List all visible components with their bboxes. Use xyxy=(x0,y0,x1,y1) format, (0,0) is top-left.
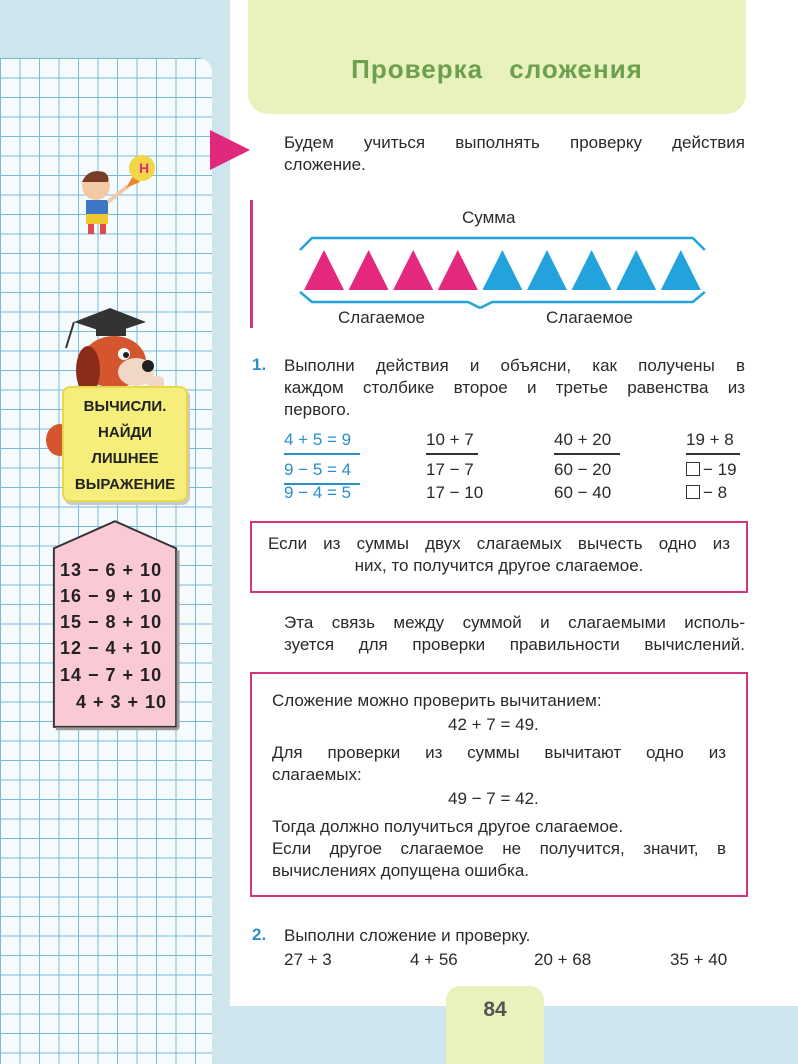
expr-3: 15 − 8 + 10 xyxy=(60,612,163,632)
pink-triangle xyxy=(438,250,478,290)
col4-eq2 xyxy=(686,460,737,480)
task-1-number: 1. xyxy=(252,355,267,374)
task-2-expr-3: 20 + 68 xyxy=(534,950,592,969)
rule-2-line-2b: слагаемых: xyxy=(272,765,362,784)
col1-eq3: 9 − 4 = 5 xyxy=(284,483,352,502)
task-sign-line-1: ВЫЧИСЛИ. xyxy=(83,398,167,415)
sum-label: Сумма xyxy=(462,208,516,227)
blank-square-icon xyxy=(686,485,700,499)
pink-triangle xyxy=(393,250,433,290)
rule-1-line-2: них, то получится другое слагаемое. xyxy=(354,556,644,575)
rule-2-line-3c: вычислениях допущена ошибка. xyxy=(272,861,530,880)
expr-5: 14 − 7 + 10 xyxy=(60,665,163,685)
col3-eq3: 60 − 40 xyxy=(554,483,612,502)
rule-2-eq-2: 49 − 7 = 42. xyxy=(448,789,539,808)
col2-eq2: 17 − 7 xyxy=(426,460,474,479)
task-sign-line-2: НАЙДИ xyxy=(98,424,152,441)
page-number: 84 xyxy=(483,998,507,1021)
pink-triangle xyxy=(349,250,389,290)
rule-2-line-3a: Тогда должно получиться другое слагаемое. xyxy=(272,817,624,836)
addend-right-brace xyxy=(480,292,705,308)
task-2-expr-2: 4 + 56 xyxy=(410,950,458,969)
expr-2: 16 − 9 + 10 xyxy=(60,586,163,606)
task-1-line-2: каждом столбике второе и третье равенства из xyxy=(284,378,745,397)
title-banner xyxy=(248,0,746,114)
blue-triangle xyxy=(661,250,701,290)
blue-triangle xyxy=(527,250,567,290)
expr-4: 12 − 4 + 10 xyxy=(60,638,163,658)
col4-eq1: 19 + 8 xyxy=(686,430,740,455)
task-sign xyxy=(62,386,188,502)
rule-1-line-1: Если из суммы двух слагаемых вычесть одно из xyxy=(268,534,730,553)
expr-1: 13 − 6 + 10 xyxy=(60,560,163,580)
col4-eq2-text: − 19 xyxy=(703,460,737,479)
task-2-text: Выполни сложение и проверку. xyxy=(284,926,531,945)
page-title: Проверка сложения xyxy=(351,54,643,84)
col1-eq1: 4 + 5 = 9 xyxy=(284,430,360,455)
rule-box-1 xyxy=(250,521,748,593)
page-number-tab xyxy=(446,986,544,1064)
task-sign-line-4: ВЫРАЖЕНИЕ xyxy=(74,476,176,493)
expr-6: 4 + 3 + 10 xyxy=(76,692,168,712)
diagram-side-bar xyxy=(250,200,253,328)
arrow-marker-icon xyxy=(210,128,250,172)
rule-2-eq-1: 42 + 7 = 49. xyxy=(448,715,539,734)
connection-line-2: зуется для проверки правильности вычислений. xyxy=(284,635,745,654)
col1-eq2: 9 − 5 = 4 xyxy=(284,460,360,485)
col4-eq3 xyxy=(686,483,727,503)
task-2-number: 2. xyxy=(252,925,267,944)
col2-eq3: 17 − 10 xyxy=(426,483,484,502)
task-1-line-1: Выполни действия и объясни, как получены в xyxy=(284,356,745,375)
addition-diagram xyxy=(290,232,710,310)
addend-left-brace xyxy=(300,292,480,308)
badge-letter: Н xyxy=(138,160,150,176)
intro-line-2: сложение. xyxy=(284,155,366,174)
addend-left-label: Слагаемое xyxy=(338,308,425,327)
sum-brace xyxy=(300,238,705,250)
connection-line-1: Эта связь между суммой и слагаемыми исполь- xyxy=(284,613,745,632)
pink-triangle xyxy=(304,250,344,290)
col3-eq1: 40 + 20 xyxy=(554,430,620,455)
col2-eq1: 10 + 7 xyxy=(426,430,478,455)
task-2-expr-4: 35 + 40 xyxy=(670,950,728,969)
task-2-expr-1: 27 + 3 xyxy=(284,950,332,969)
rule-2-line-1: Сложение можно проверить вычитанием: xyxy=(272,691,602,710)
task-sign-line-3: ЛИШНЕЕ xyxy=(91,450,159,467)
rule-box-2 xyxy=(250,672,748,897)
blue-triangle xyxy=(482,250,522,290)
blank-square-icon xyxy=(686,462,700,476)
rule-2-line-3b: Если другое слагаемое не получится, значит, в xyxy=(272,839,726,858)
blue-triangle xyxy=(616,250,656,290)
blue-triangle xyxy=(572,250,612,290)
rule-2-line-2a: Для проверки из суммы вычитают одно из xyxy=(272,743,726,762)
col3-eq2: 60 − 20 xyxy=(554,460,612,479)
task-1-line-3: первого. xyxy=(284,400,351,419)
intro-line-1: Будем учиться выполнять проверку действия xyxy=(284,133,745,152)
addend-right-label: Слагаемое xyxy=(546,308,633,327)
col4-eq3-text: − 8 xyxy=(703,483,728,502)
